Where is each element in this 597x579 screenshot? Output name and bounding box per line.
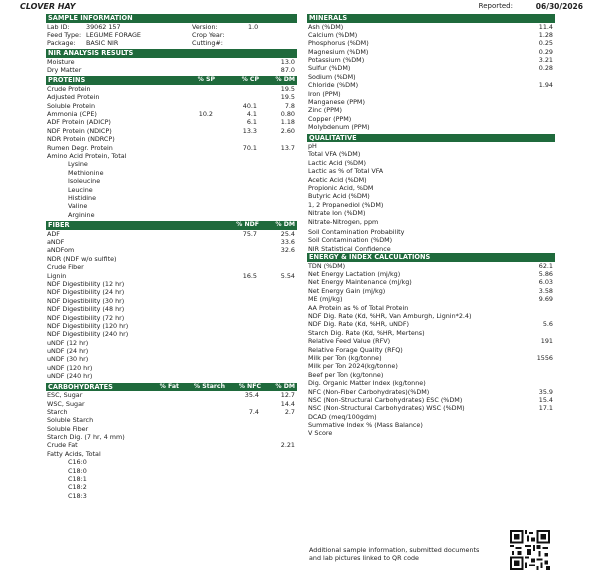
value-nfc: 35.4 — [244, 391, 259, 400]
row-label: Rumen Degr. Protein — [47, 143, 113, 152]
energy-row — [307, 371, 555, 379]
mineral-row — [307, 123, 555, 131]
value-dm: 0.80 — [280, 110, 295, 119]
fiber-row — [46, 246, 297, 254]
energy-row — [307, 429, 555, 437]
sample-info-row-3: Package: BASIC NIR Cutting#: — [47, 38, 223, 47]
fatty-acid-row — [46, 475, 297, 483]
value: 1.28 — [538, 30, 553, 39]
carb-row — [46, 433, 297, 441]
row-label: V Score — [308, 429, 333, 438]
carb-row — [46, 425, 297, 433]
row-label: Amino Acid Protein, Total — [47, 151, 127, 160]
row-label: Iron (PPM) — [308, 89, 341, 98]
value: 1556 — [536, 353, 553, 362]
value-dm: 33.6 — [280, 237, 295, 246]
row-label: Lactic as % of Total VFA — [308, 167, 384, 176]
qualitative-row — [307, 209, 555, 217]
amino-acid-row — [46, 194, 297, 202]
row-label: NDF Dig. Rate (Kd, %HR, uNDF) — [308, 320, 410, 329]
value-cp: 4.1 — [246, 110, 257, 119]
value-cp: 13.3 — [242, 126, 257, 135]
protein-row — [46, 102, 297, 110]
row-label: NDF Digestibility (240 hr) — [47, 330, 129, 339]
row-label: Valine — [68, 202, 88, 211]
row-label: uNDF (24 hr) — [47, 347, 89, 356]
fiber-row — [46, 322, 297, 330]
version: 1.0 — [248, 22, 259, 31]
carb-row — [46, 400, 297, 408]
fiber-row — [46, 272, 297, 280]
mineral-row — [307, 64, 555, 72]
carb-row — [46, 450, 297, 458]
energy-row — [307, 304, 555, 312]
row-label: Soluble Fiber — [47, 424, 89, 433]
row-label: Phosphorus (%DM) — [308, 39, 369, 48]
amino-acid-row — [46, 202, 297, 210]
row-label: DCAD (meq/100gdm) — [308, 412, 377, 421]
sample-info-row-2: Feed Type: LEGUME FORAGE Crop Year: — [47, 30, 225, 39]
value-dm: 2.21 — [280, 441, 295, 450]
row-label: ME (mj/kg) — [308, 295, 343, 304]
value-nfc: 7.4 — [248, 407, 259, 416]
row-label: NDF Digestibility (120 hr) — [47, 321, 129, 330]
row-label: Histidine — [68, 193, 97, 202]
row-label: Isoleucine — [68, 177, 101, 186]
row-label: uNDF (12 hr) — [47, 338, 89, 347]
row-label: Potassium (%DM) — [308, 56, 365, 65]
sample-info-row-1: Lab ID: 39062 157 Version: 1.0 — [47, 22, 259, 31]
value: 9.69 — [538, 295, 553, 304]
row-label: Lignin — [47, 271, 67, 280]
row-label: NDF Digestibility (12 hr) — [47, 279, 125, 288]
energy-row — [307, 262, 555, 270]
protein-row — [46, 85, 297, 93]
row-label: Sulfur (%DM) — [308, 64, 351, 73]
row-label: Milk per Ton (kg/tonne) — [308, 353, 382, 362]
value-dm: 19.5 — [280, 84, 295, 93]
value-dm: 13.0 — [280, 57, 295, 66]
value-dm: 5.54 — [280, 271, 295, 280]
protein-row — [46, 127, 297, 135]
row-label: ESC, Sugar — [47, 391, 83, 400]
fiber-row — [46, 255, 297, 263]
carb-row — [46, 416, 297, 424]
row-label: uNDF (120 hr) — [47, 363, 93, 372]
value-dm: 7.8 — [284, 101, 295, 110]
mineral-row — [307, 23, 555, 31]
value: 11.4 — [538, 22, 553, 31]
carb-row — [46, 391, 297, 399]
row-label: Molybdenum (PPM) — [308, 123, 370, 132]
lab-id: 39062 157 — [86, 22, 121, 31]
report-title: CLOVER HAY — [20, 2, 76, 11]
row-label: AA Protein as % of Total Protein — [308, 303, 409, 312]
row-label: Soil Contamination (%DM) — [308, 236, 393, 245]
value-dm: 19.5 — [280, 93, 295, 102]
row-label: Relative Forage Quality (RFQ) — [308, 345, 403, 354]
proteins-header: PROTEINS % SP % CP % DM — [48, 76, 295, 85]
value: 191 — [540, 337, 553, 346]
value: 3.21 — [538, 56, 553, 65]
fiber-row — [46, 288, 297, 296]
reported-label: Reported: — [478, 2, 513, 10]
mineral-row — [307, 106, 555, 114]
row-label: WSC, Sugar — [47, 399, 85, 408]
row-label: uNDF (30 hr) — [47, 355, 89, 364]
amino-acid-row — [46, 169, 297, 177]
minerals-header: MINERALS — [307, 14, 555, 23]
row-label: NDF Digestibility (72 hr) — [47, 313, 125, 322]
value: 62.1 — [538, 261, 553, 270]
row-label: NDF Digestibility (30 hr) — [47, 296, 125, 305]
row-label: Lactic Acid (%DM) — [308, 158, 366, 167]
protein-row — [46, 118, 297, 126]
amino-acid-row — [46, 177, 297, 185]
report-header — [20, 2, 583, 12]
value-dm: 32.6 — [280, 246, 295, 255]
value: 0.29 — [538, 47, 553, 56]
fiber-row — [46, 305, 297, 313]
value-dm: 1.18 — [280, 118, 295, 127]
value: 3.58 — [538, 286, 553, 295]
row-label: C18:0 — [68, 466, 87, 475]
row-label: Beef per Ton (kg/tonne) — [308, 370, 384, 379]
row-label: Magnesium (%DM) — [308, 47, 369, 56]
value-dm: 2.60 — [280, 126, 295, 135]
row-label: ADF Protein (ADICP) — [47, 118, 111, 127]
value-ndf: 16.5 — [242, 271, 257, 280]
amino-acid-row — [46, 211, 297, 219]
row-label: Crude Fiber — [47, 263, 84, 272]
row-label: NSC (Non-Structural Carbohydrates) WSC (%DM) — [308, 404, 465, 413]
energy-header: ENERGY & INDEX CALCULATIONS — [307, 253, 555, 262]
protein-row — [46, 135, 297, 143]
protein-row — [46, 152, 297, 160]
row-label: Chloride (%DM) — [308, 81, 359, 90]
soil-row — [307, 245, 555, 253]
row-label: Zinc (PPM) — [308, 106, 342, 115]
row-label: Crude Protein — [47, 84, 91, 93]
row-label: NIR Statistical Confidence — [308, 244, 391, 253]
energy-row — [307, 270, 555, 278]
nir-row — [46, 66, 297, 74]
row-label: Net Energy Gain (mj/kg) — [308, 286, 386, 295]
value-dm: 14.4 — [280, 399, 295, 408]
row-label: pH — [308, 142, 317, 151]
energy-row — [307, 320, 555, 328]
fiber-row — [46, 364, 297, 372]
value: 15.4 — [538, 395, 553, 404]
row-label: Soluble Protein — [47, 101, 95, 110]
fiber-row — [46, 314, 297, 322]
fiber-row — [46, 230, 297, 238]
mineral-row — [307, 56, 555, 64]
protein-row — [46, 110, 297, 118]
value-dm: 25.4 — [280, 229, 295, 238]
mineral-row — [307, 98, 555, 106]
soil-row — [307, 228, 555, 236]
feed-type: LEGUME FORAGE — [86, 30, 141, 39]
fiber-row — [46, 263, 297, 271]
row-label: Soil Contamination Probability — [308, 227, 405, 236]
energy-row — [307, 354, 555, 362]
mineral-row — [307, 39, 555, 47]
fiber-row — [46, 238, 297, 246]
row-label: Lysine — [68, 160, 88, 169]
value-dm: 13.7 — [280, 143, 295, 152]
energy-row — [307, 278, 555, 286]
row-label: aNDFom — [47, 246, 75, 255]
qualitative-row — [307, 192, 555, 200]
energy-row — [307, 413, 555, 421]
row-label: Ash (%DM) — [308, 22, 344, 31]
reported-date: 06/30/2026 — [535, 2, 583, 11]
row-label: TDN (%DM) — [308, 261, 346, 270]
value-dm: 2.7 — [284, 407, 295, 416]
row-label: NDF Digestibility (48 hr) — [47, 305, 125, 314]
qualitative-row — [307, 142, 555, 150]
energy-row — [307, 362, 555, 370]
carbohydrates-header: CARBOHYDRATES % Fat % Starch % NFC % DM — [48, 382, 295, 391]
row-label: ADF — [47, 229, 60, 238]
fiber-row — [46, 372, 297, 380]
value-ndf: 75.7 — [242, 229, 257, 238]
row-label: Butyric Acid (%DM) — [308, 192, 370, 201]
fiber-header: FIBER % NDF % DM — [48, 221, 295, 230]
qualitative-row — [307, 167, 555, 175]
footer-note: Additional sample information, submitted documents and lab pictures linked to QR code — [309, 546, 480, 563]
row-label: Net Energy Lactation (mj/kg) — [308, 270, 401, 279]
row-label: 1, 2 Propanediol (%DM) — [308, 200, 384, 209]
row-label: C18:1 — [68, 475, 87, 484]
fiber-row — [46, 339, 297, 347]
value: 35.9 — [538, 387, 553, 396]
row-label: Starch — [47, 407, 68, 416]
qualitative-row — [307, 218, 555, 226]
value-cp: 40.1 — [242, 101, 257, 110]
protein-row — [46, 93, 297, 101]
energy-row — [307, 346, 555, 354]
value-dm: 87.0 — [280, 65, 295, 74]
row-label: Relative Feed Value (RFV) — [308, 337, 391, 346]
row-label: Leucine — [68, 185, 93, 194]
row-label: Crude Fat — [47, 441, 78, 450]
protein-row — [46, 144, 297, 152]
qr-code-icon[interactable] — [510, 530, 550, 570]
row-label: Dig. Organic Matter Index (kg/tonne) — [308, 379, 426, 388]
row-label: aNDF — [47, 237, 65, 246]
qualitative-row — [307, 176, 555, 184]
fatty-acid-row — [46, 467, 297, 475]
mineral-row — [307, 90, 555, 98]
row-label: Summative Index % (Mass Balance) — [308, 421, 423, 430]
nir-header: NIR ANALYSIS RESULTS — [46, 49, 297, 58]
row-label: Manganese (PPM) — [308, 98, 365, 107]
mineral-row — [307, 115, 555, 123]
fiber-row — [46, 297, 297, 305]
row-label: NDF Dig. Rate (Kd, %HR, Van Amburgh, Lignin*2.4) — [308, 312, 472, 320]
row-label: Arginine — [68, 210, 95, 219]
energy-row — [307, 295, 555, 303]
value-sp: 10.2 — [198, 110, 213, 119]
mineral-row — [307, 81, 555, 89]
fatty-acid-row — [46, 458, 297, 466]
row-label: NDF Protein (NDICP) — [47, 126, 112, 135]
left-column — [46, 14, 297, 500]
row-label: Dry Matter — [47, 65, 82, 74]
right-column — [307, 14, 555, 438]
qualitative-row — [307, 159, 555, 167]
row-label: Propionic Acid, %DM — [308, 184, 374, 193]
fatty-acid-row — [46, 483, 297, 491]
row-label: Copper (PPM) — [308, 114, 352, 123]
qualitative-row — [307, 150, 555, 158]
row-label: NFC (Non-Fiber Carbohydrates)(%DM) — [308, 387, 430, 396]
package: BASIC NIR — [86, 38, 119, 47]
row-label: Nitrate Ion (%DM) — [308, 209, 366, 218]
carb-row — [46, 441, 297, 449]
row-label: NSC (Non-Structural Carbohydrates) ESC (%DM) — [308, 395, 463, 404]
row-label: Acetic Acid (%DM) — [308, 175, 367, 184]
value: 5.6 — [542, 320, 553, 329]
row-label: NDR (NDF w/o sulfite) — [47, 254, 117, 263]
mineral-row — [307, 48, 555, 56]
mineral-row — [307, 73, 555, 81]
row-label: Adjusted Protein — [47, 93, 100, 102]
row-label: Calcium (%DM) — [308, 30, 358, 39]
fatty-acid-row — [46, 492, 297, 500]
row-label: NDF Digestibility (24 hr) — [47, 288, 125, 297]
energy-row — [307, 404, 555, 412]
nir-row — [46, 58, 297, 66]
row-label: Moisture — [47, 57, 75, 66]
value-dm: 12.7 — [280, 391, 295, 400]
value-cp: 6.1 — [246, 118, 257, 127]
carb-row — [46, 408, 297, 416]
value: 1.94 — [538, 81, 553, 90]
qualitative-row — [307, 184, 555, 192]
row-label: Methionine — [68, 168, 104, 177]
energy-row — [307, 337, 555, 345]
mineral-row — [307, 31, 555, 39]
energy-row — [307, 312, 555, 320]
energy-row — [307, 379, 555, 387]
fiber-row — [46, 347, 297, 355]
row-label: NDR Protein (NDRCP) — [47, 135, 115, 144]
row-label: C18:3 — [68, 491, 87, 500]
row-label: Total VFA (%DM) — [308, 150, 361, 159]
value: 6.03 — [538, 278, 553, 287]
value: 0.28 — [538, 64, 553, 73]
amino-acid-row — [46, 186, 297, 194]
row-label: Sodium (%DM) — [308, 72, 356, 81]
row-label: Net Energy Maintenance (mj/kg) — [308, 278, 412, 287]
row-label: Soluble Starch — [47, 416, 94, 425]
fiber-row — [46, 280, 297, 288]
soil-row — [307, 236, 555, 244]
row-label: Fatty Acids, Total — [47, 449, 101, 458]
fiber-row — [46, 355, 297, 363]
value: 5.86 — [538, 270, 553, 279]
energy-row — [307, 287, 555, 295]
row-label: Milk per Ton 2024(kg/tonne) — [308, 362, 398, 371]
energy-row — [307, 388, 555, 396]
amino-acid-row — [46, 160, 297, 168]
qualitative-row — [307, 201, 555, 209]
row-label: Starch Dig. (7 hr, 4 mm) — [47, 433, 125, 442]
row-label: Nitrate-Nitrogen, ppm — [308, 217, 379, 226]
row-label: C16:0 — [68, 458, 87, 467]
qualitative-header: QUALITATIVE — [307, 134, 555, 143]
fiber-row — [46, 330, 297, 338]
row-label: Starch Dig. Rate (Kd, %HR, Mertens) — [308, 328, 425, 337]
energy-row — [307, 329, 555, 337]
row-label: Ammonia (CPE) — [47, 110, 97, 119]
value: 17.1 — [538, 404, 553, 413]
energy-row — [307, 421, 555, 429]
energy-row — [307, 396, 555, 404]
row-label: C18:2 — [68, 483, 87, 492]
sample-info-header: SAMPLE INFORMATION — [46, 14, 297, 23]
value: 0.25 — [538, 39, 553, 48]
row-label: uNDF (240 hr) — [47, 372, 93, 381]
value-cp: 70.1 — [242, 143, 257, 152]
